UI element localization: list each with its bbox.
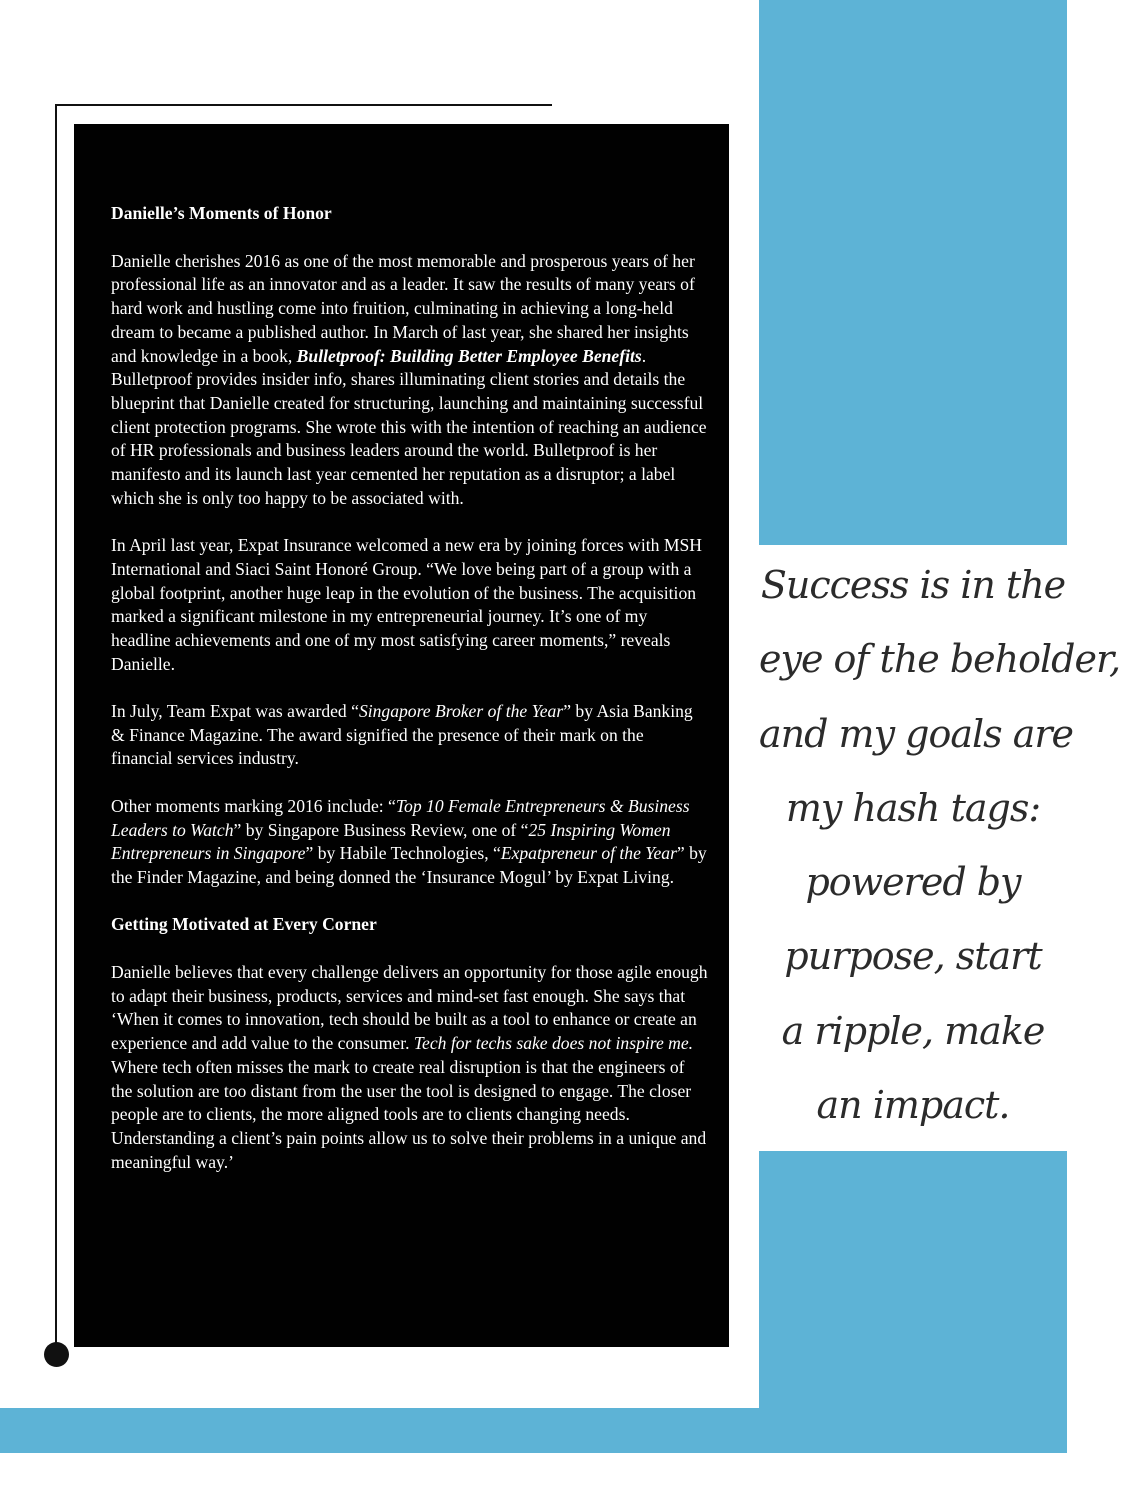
accent-footer-bar	[0, 1408, 1067, 1453]
pull-quote-line: an impact.	[816, 1083, 1010, 1128]
article-paragraph: In April last year, Expat Insurance welcomed a new era by joining forces with MSH International and Siaci Saint Honoré Group. “We love being part of a group with a global footprint, another huge leap in the evolution of the business. The acquisition marked a significant milestone in my entrepreneurial journey. It’s one of my headline achievements and one of my most satisfying career moments,” reveals Danielle.	[111, 535, 702, 674]
pull-quote-line: powered by	[805, 860, 1021, 905]
award-title: Top 10 Female Entrepreneurs & Business Leaders to Watch	[111, 795, 690, 840]
decorative-rule-vertical	[55, 104, 57, 1356]
pull-quote-line: purpose, start	[784, 934, 1042, 979]
award-title: Singapore Broker of the Year	[358, 701, 564, 722]
section-heading-honor: Danielle’s Moments of Honor	[111, 203, 332, 223]
decorative-dot	[44, 1342, 69, 1367]
book-title: Bulletproof: Building Better Employee Benefits	[296, 345, 642, 366]
decorative-rule-horizontal	[55, 104, 552, 106]
pull-quote-line: and my goals are	[759, 711, 1074, 756]
section-heading-motivated: Getting Motivated at Every Corner	[111, 914, 377, 935]
pull-quote-line: eye of the beholder,	[759, 637, 1121, 682]
accent-block-top	[759, 0, 1067, 545]
award-title: Expatpreneur of the Year	[500, 843, 677, 864]
award-title: 25 Inspiring Women Entrepreneurs in Singapore	[111, 819, 671, 864]
pull-quote-line: a ripple, make	[781, 1008, 1045, 1053]
quote-inline: Tech for techs sake does not inspire me.	[413, 1033, 694, 1054]
article-panel	[74, 124, 729, 1347]
pull-quote-line: Success is in the	[760, 563, 1066, 607]
article-paragraph: In July, Team Expat was awarded “Singapore Broker of the Year” by Asia Banking & Finance Magazine. The award signified the presence of their mark on the financial services industry.	[111, 701, 693, 769]
article-paragraph: Other moments marking 2016 include: “Top 10 Female Entrepreneurs & Business Leaders to Watch” by Singapore Business Review, one of “25 Inspiring Women Entrepreneurs in Singapore” by Habile Technologies, “Expatpreneur of the Year” by the Finder Magazine, and being donned the ‘Insurance Mogul’ by Expat Living.	[111, 795, 707, 887]
article-paragraph: Danielle believes that every challenge delivers an opportunity for those agile enough to adapt their business, products, services and mind-set fast enough. She says that ‘When it comes to innovation, tech should be built as a tool to enhance or create an experience and add value to the consumer. Tech for techs sake does not inspire me. Where tech often misses the mark to create real disruption is that the engineers of the solution are too distant from the user the tool is designed to engage. The closer people are to clients, the more aligned tools are to clients changing needs. Understanding a client’s pain points allow us to solve their problems in a unique and meaningful way.’	[111, 962, 708, 1172]
pull-quote	[759, 548, 1121, 1142]
article-paragraph: Danielle cherishes 2016 as one of the most memorable and prosperous years of her professional life as an innovator and as a leader. It saw the results of many years of hard work and hustling come into fruition, culminating in achieving a long-held dream to became a published author. In March of last year, she shared her insights and knowledge in a book, Bulletproof: Building Better Employee Benefits. Bulletproof provides insider info, shares illuminating client stories and details the blueprint that Danielle created for structuring, launching and maintaining successful client protection programs. She wrote this with the intention of reaching an audience of HR professionals and business leaders around the world. Bulletproof is her manifesto and its launch last year cemented her reputation as a disruptor; a label which she is only too happy to be associated with.	[111, 250, 707, 508]
pull-quote-line: my hash tags:	[785, 785, 1041, 830]
